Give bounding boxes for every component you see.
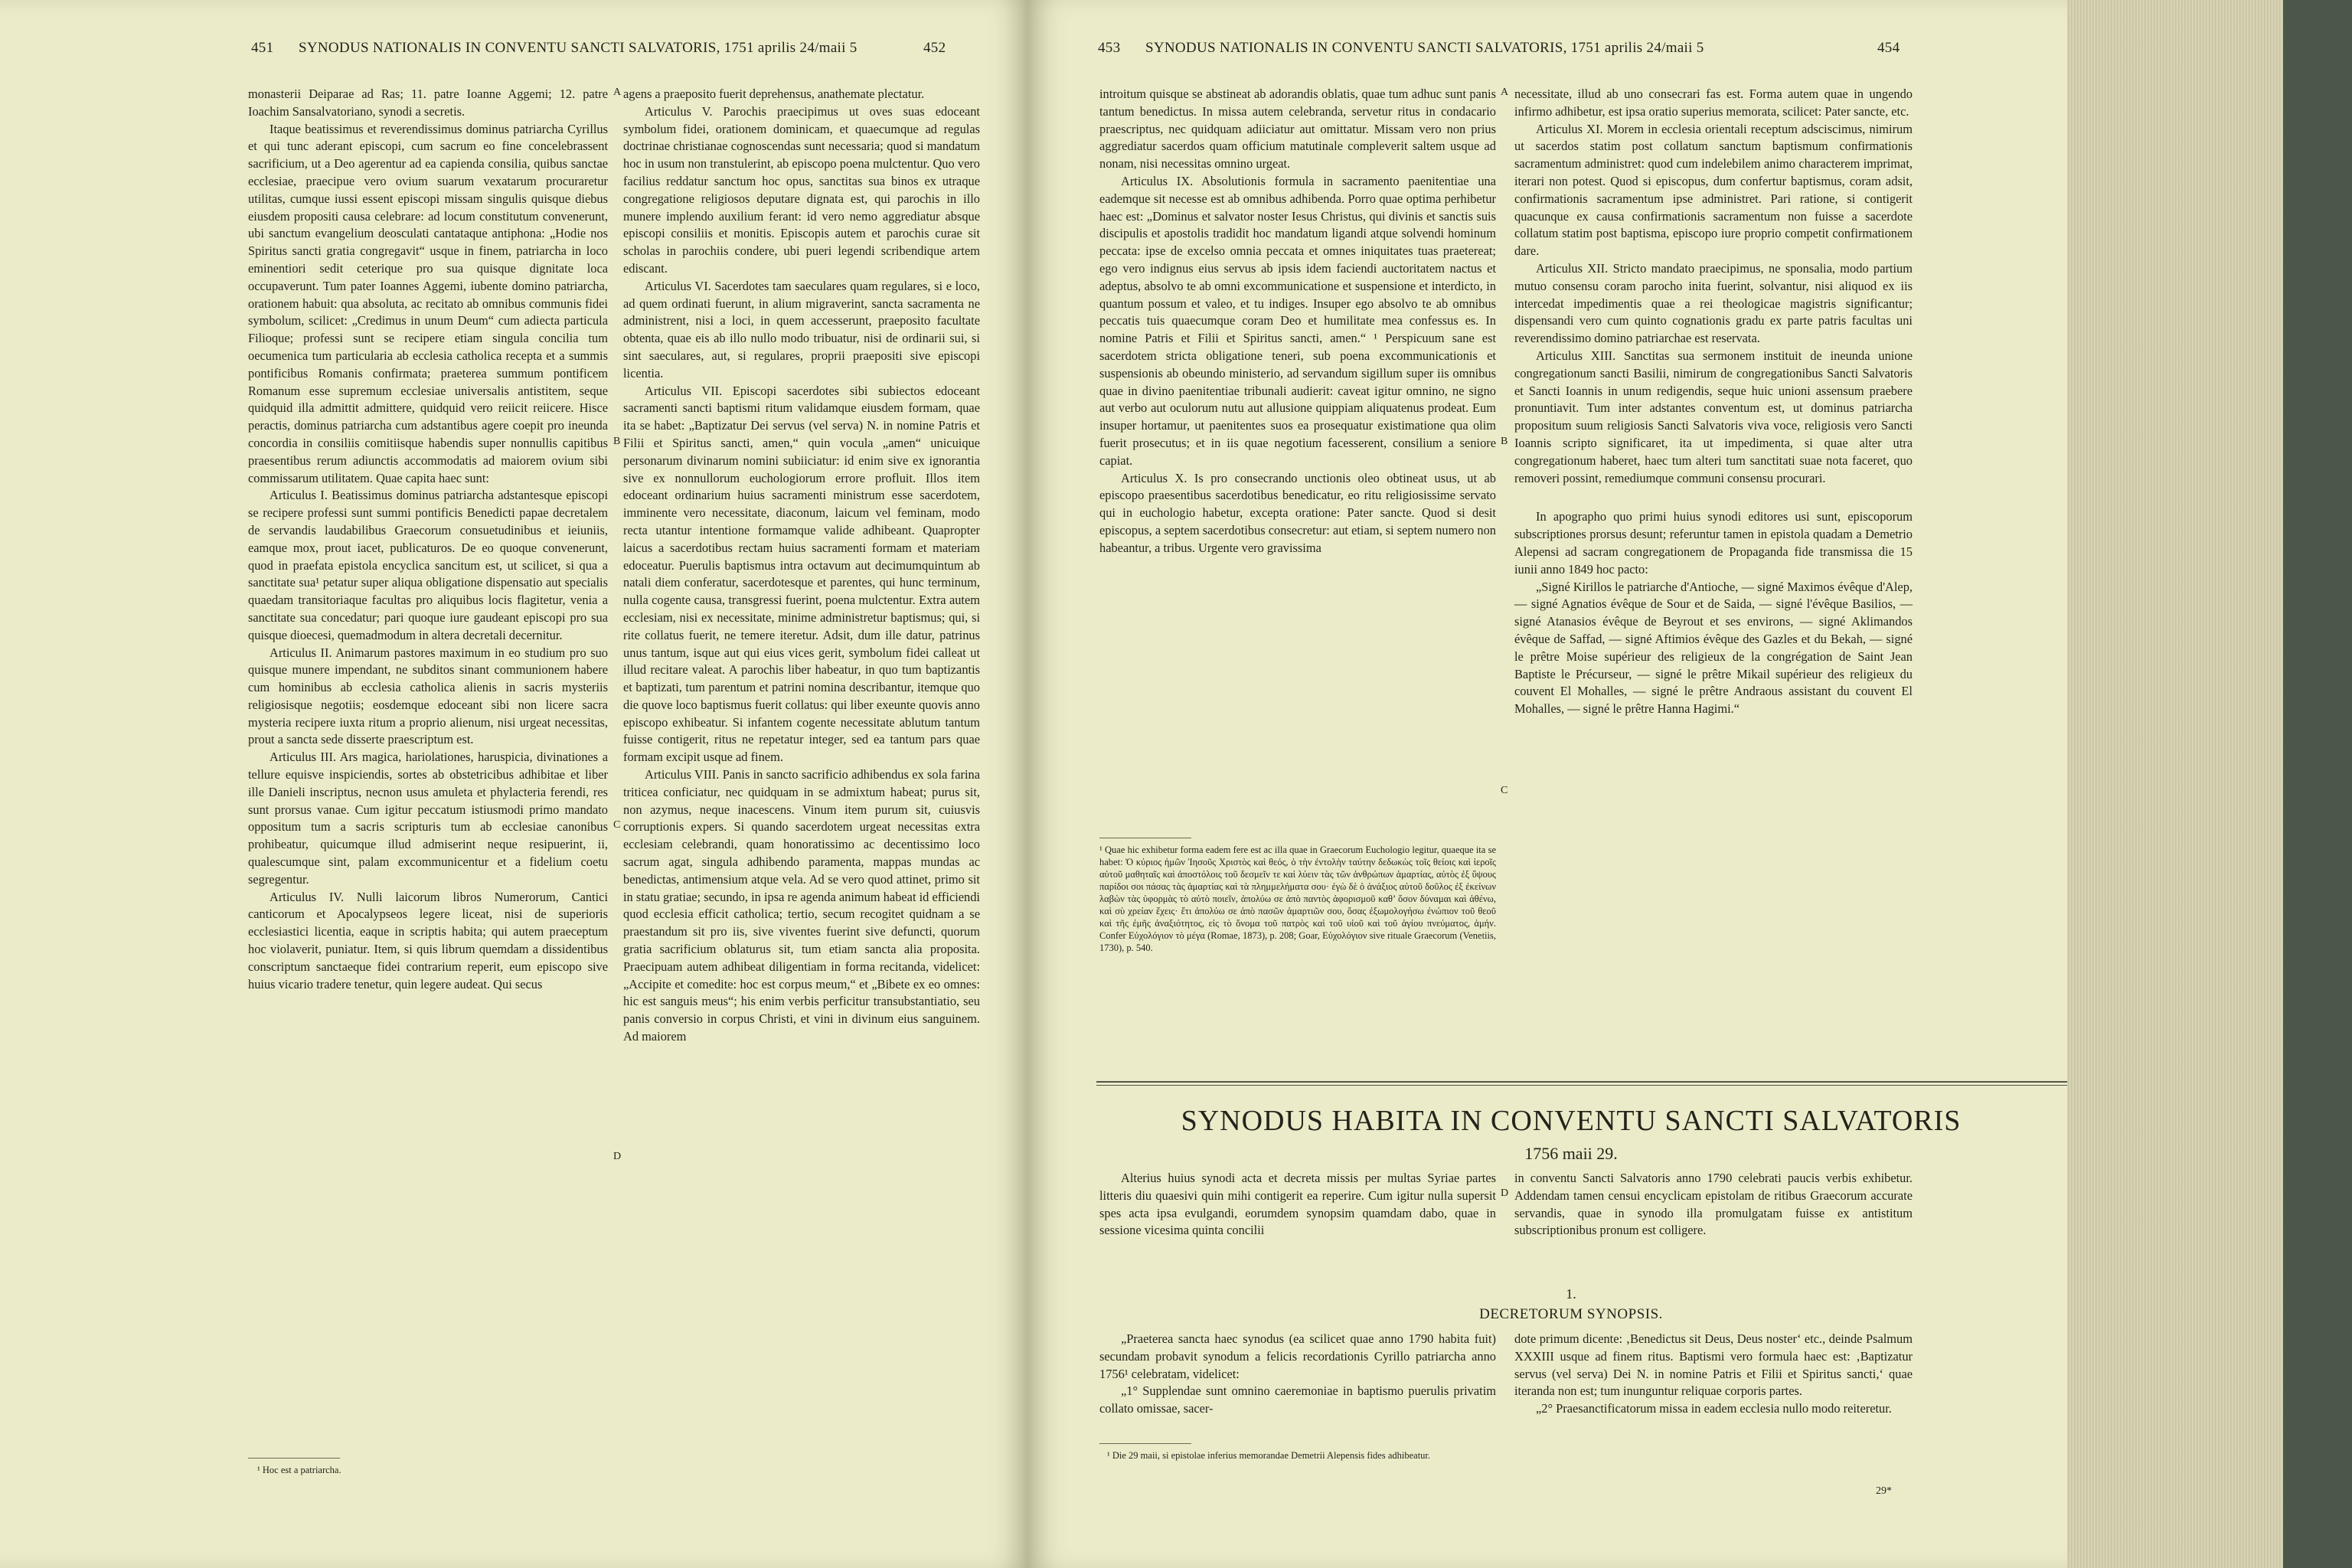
right-column-1 — [1099, 86, 1496, 557]
section-number: 1. — [1566, 1286, 1576, 1302]
paragraph: „2° Praesanctificatorum missa in eadem ecclesia nullo modo reiteretur. — [1536, 1401, 1892, 1416]
paragraph: Articulus I. Beatissimus dominus patriarcha adstantesque episcopi se recipere professi sunt summi pontificis Benedicti papae decretalem de servandis laudabilibus Graecorum consuetudinibus et ieiuniis, eamque mox, prout iacet, publicaturos. De eo quoque convenerunt, quod in praefata epistola encyclica sancitum est, ut scilicet, si qua a sanctitate sua¹ petatur super aliqua obligatione dispensatio aut specialis quaedam transitoriaque facultas pro aliquibus locis flagitetur, venia a sanctitate sua concedatur; pari quoque iure gaudeant episcopi pro sua quisque dioecesi, quemadmodum in altera decretali decernitur. — [248, 488, 608, 642]
margin-marker: B — [613, 436, 621, 447]
margin-marker: A — [1501, 87, 1509, 98]
page-number: 452 — [923, 40, 946, 56]
paragraph: Articulus III. Ars magica, hariolationes, haruspicia, divinationes a tellure equisve inspiciendis, sortes ab obstetricibus adhibitae et liber ille Danieli inscriptus, necnon usus amuleta et phylacteria ferendi, res sunt prorsus vanae. Cum igitur peccatum istiusmodi primo mandato oppositum tum a sacris scripturis tum ab ecclesiae canonibus prohibeatur, quicumque illud admiserint neque resipuerint, ii, qualescumque sint, palam excommunicentur et a fidelium coetu segregentur. — [248, 750, 608, 887]
background-band — [2283, 0, 2352, 1568]
left-page — [0, 0, 1027, 1568]
section-rule — [1096, 1081, 2067, 1083]
section-title: DECRETORUM SYNOPSIS. — [1479, 1306, 1663, 1322]
paragraph: Articulus X. Is pro consecrando unctionis oleo obtineat usus, ut ab episcopo praesentibus sacerdotibus benedicatur, eo ritu religiosissime servato qui in euchologio habetur, excepta oratione: Pater sancte. Quod si desit episcopus, a septem sacerdotibus consecretur: aut etiam, si septem numero non habeantur, a tribus. Urgente vero gravissima — [1099, 470, 1496, 555]
synopsis-left — [1099, 1331, 1496, 1418]
paragraph: Articulus XII. Stricto mandato praecipimus, ne sponsalia, modo partium mutuo consensu coram parocho inita fuerint, solvantur, nisi aliquod ex iis intercedat impedimentis quae a rei theologicae magistris significantur; dispensandi vero cum quinto cognationis gradu ex parte patris facultas uni reverendissimo domino patriarchae est reservata. — [1514, 260, 1913, 346]
right-page — [1027, 0, 2067, 1568]
section-rule — [1096, 1085, 2067, 1086]
paragraph: introitum quisque se abstineat ab adorandis oblatis, quae tum adhuc sunt panis tantum benedictus. In missa autem celebranda, servetur ritus in condacario praescriptus, nec quidquam adiiciatur aut omittatur. Missam vero non prius aggrediatur sacerdos quam officium matutinale compleverit saltem usque ad nonam, nisi necessitas omnino urgeat. — [1099, 87, 1496, 172]
paragraph: Articulus VII. Episcopi sacerdotes sibi subiectos edoceant sacramenti sancti baptismi ritum validamque eiusdem formam, quae ita se habet: „Baptizatur Dei servus (vel serva) N. in nomine Patris et Filii et Spiritus sancti, amen,“ quin vocula „amen“ unicuique personarum divinarum nomini subiiciatur: id enim sive ex ignorantia sive ex nonnullorum euchologiorum errore profluit. Illos item edoceant ordinarium huius sacramenti ministrum esse sacerdotem, imminente vero necessitate, diaconum, laicum vel feminam, modo recta utantur intentione formamque valide adhibeant. Quapropter laicus a sacerdotibus rectam huius sacramenti formam et materiam edoceatur. Puerulis baptismus intra octavum aut decimumquintum ab natali diem conferatur, sacerdotesque et parentes, qui hunc terminum, nulla cogente causa, transgressi fuerint, poena mulctentur. Extra autem ecclesiam, nisi ex necessitate, minime administretur baptismus; qui, si rite collatus fuerit, ne temere iteretur. Adsit, dum ille datur, patrinus unus tantum, isque aut qui eius vices gerit, symbolum fidei calleat ut illud recitare valeat. A parochis liber habeatur, in quo tum baptizantis et baptizati, tum parentum et patrini nomina describantur, itemque quo die quove loco baptismus fuerit collatus: qui liber exeunte quovis anno episcopo exhibeatur. Si infantem cogente necessitate ablutum tantum fuisse contigerit, ritus ne repetatur integer, sed ea tantum pars quae formam excipit usque ad finem. — [623, 383, 980, 765]
paragraph: Itaque beatissimus et reverendissimus dominus patriarcha Cyrillus et qui tunc aderant episcopi, cum sacrum eo fine concelebrassent sacrificium, ut a Deo agerentur ad ea capienda consilia, quibus sanctae ecclesiae, praecipue vero ovium suarum vexatarum procuraretur utilitas, cumque iussi essent episcopi missam singulis quisque diebus eiusdem propositi causa celebrare: ad locum constitutum convenerunt, ubi sanctum evangelium deosculati cantataque antiphona: „Hodie nos Spiritus sancti gratia congregavit“ usque in finem, patriarcha in loco eminentiori sedit ceterique pro sua quisque dignitate loca occupaverunt. Tum pater Ioannes Aggemi, iubente domino patriarcha, orationem habuit: qua absoluta, ac recitato ab omnibus communis fidei symbolum, scilicet: „Credimus in unum Deum“ cum adiecta particula Filioque; professi sunt se recipere etiam singula concilia tum oecumenica tum particularia ab ecclesia catholica recepta et a summis pontificibus Romanis confirmata; praeterea summum pontificem Romanum esse supremum ecclesiae universalis antistitem, seque quidquid illa admittit admittere, quidquid vero reiicit reiicere. Hisce peractis, dominus patriarcha cum adstantibus agere coepit pro ineunda concordia in consiliis comitiisque habendis super nonnullis capitibus praesentibus rerum adiunctis accommodatis ad maiorem ovium sibi commissarum utilitatem. Quae capita haec sunt: — [248, 121, 608, 485]
synod-title: SYNODUS HABITA IN CONVENTU SANCTI SALVATORIS — [1181, 1105, 1962, 1137]
margin-marker: A — [613, 87, 622, 98]
page-number: 453 — [1098, 40, 1121, 56]
paragraph: necessitate, illud ab uno consecrari fas est. Forma autem quae in ungendo infirmo adhibetur, est ipsa oratio superius memorata, scilicet: Pater sancte, etc. — [1514, 87, 1913, 119]
margin-marker: C — [613, 819, 621, 831]
margin-marker: D — [613, 1151, 622, 1162]
margin-marker: B — [1501, 436, 1508, 447]
paragraph: Articulus VI. Sacerdotes tam saeculares quam regulares, si e loco, ad quem ordinati fuerunt, in alium migraverint, sancta sacramenta ne administrent, nisi a loci, in quem accesserunt, praeposito facultate obtenta, quae eis ab illo nullo modo tribuatur, nisi de ordinarii sui, si sint saeculares, aut, si regulares, proprii praepositi sive episcopi licentia. — [623, 278, 980, 381]
paragraph: Articulus II. Animarum pastores maximum in eo studium pro suo quisque munere impendant, ne subditos sinant communionem habere cum hominibus ab ecclesia catholica alienis in sacris mysteriis religiosisque negotiis; eosdemque edoceant sibi non licere sacra mysteria recipere iuxta ritum a proprio alienum, nisi urgeat necessitas, prout a sancta sede disserte praescriptum est. — [248, 645, 608, 747]
paragraph: „1° Supplendae sunt omnino caeremoniae in baptismo puerulis privatim collato omissae, sacer- — [1099, 1383, 1496, 1416]
paragraph: agens a praeposito fuerit deprehensus, anathemate plectatur. — [623, 87, 925, 101]
paragraph: monasterii Deiparae ad Ras; 11. patre Ioanne Aggemi; 12. patre Ioachim Sansalvatoriano, synodi a secretis. — [248, 87, 608, 119]
paragraph: Articulus XIII. Sanctitas sua sermonem instituit de ineunda unione congregationum sancti Basilii, nimirum de congregationibus Sancti Salvatoris et Sancti Ioannis in unum redigendis, seque huic unioni assensum praebere pronuntiavit. Tum inter adstantes conventum est, ut dominus patriarcha propositum suum religiosis Sancti Salvatoris viva voce, religiosis vero Sancti Ioannis scripto significaret, ita ut impedimenta, si quae alter utra congregationum haberet, haec tum alteri tum sanctitati suae nota faceret, quo removeri possint, remediumque communi consensu procurari. — [1514, 348, 1913, 485]
synod-date: 1756 maii 29. — [1524, 1144, 1618, 1163]
footnote-rule — [248, 1458, 340, 1459]
footnote: ¹ Die 29 maii, si epistolae inferius memorandae Demetrii Alepensis fides adhibeatur. — [1107, 1450, 1431, 1461]
intro-right — [1514, 1170, 1913, 1240]
left-column-2 — [623, 86, 980, 1046]
paragraph: Articulus V. Parochis praecipimus ut oves suas edoceant symbolum fidei, orationem dominicam, et quaecumque ad regulas doctrinae christianae cognoscendas sunt necessaria; quod si mandatum hoc in usum non transtulerint, ab episcopo poena mulctentur. Quo vero facilius reddatur sanctum hoc opus, sanctitas sua binos ex utraque congregatione religiosos deputare dignata est, qui parochis in illo munere implendo auxilium ferant: id vero nemo aggrediatur absque episcopi consiliis et monitis. Episcopis autem et parochis curae sit scholas in parochiis condere, ubi pueri legendi scribendique artem ediscant. — [623, 103, 980, 276]
paragraph: In apographo quo primi huius synodi editores usi sunt, episcoporum subscriptiones prorsus desunt; referuntur tamen in epistola quadam a Demetrio Alepensi ad sacram congregationem de Propaganda fide transmissa die 15 iunii anno 1849 hoc pacto: — [1514, 509, 1913, 577]
paragraph: Alterius huius synodi acta et decreta missis per multas Syriae partes litteris diu quaesivi quin mihi contigerit ea reperire. Cum igitur nulla supersit spes acta ipsa evulgandi, eorumdem synopsim quamdam dabo, quae in sessione vicesima quinta concilii — [1099, 1171, 1496, 1238]
footnote: ¹ Hoc est a patriarcha. — [257, 1465, 341, 1475]
synopsis-right — [1514, 1331, 1913, 1418]
margin-marker: C — [1501, 785, 1508, 796]
book-fore-edge — [2067, 0, 2352, 1568]
paragraph: Articulus XI. Morem in ecclesia orientali receptum adsciscimus, nimirum ut sacerdos statim post collatum sanctum baptismum confirmationis sacramentum administret: quod cum indelebilem animo characterem imprimat, iterari non potest. Quod si episcopus, dum confertur baptismus, coram adsit, confirmationis sacramentum ipse administret. Pari ratione, si contigerit quacunque ex causa confirmationis sacramentum non fuisse a sacerdote collatum statim post baptisma, episcopo iure proprio competit confirmationem dare. — [1514, 121, 1913, 259]
paragraph: Articulus VIII. Panis in sancto sacrificio adhibendus ex sola farina triticea conficiatur, nec quidquam in se admixtum habeat; purus sit, non azymus, neque inacescens. Vinum item purum sit, cuiusvis corruptionis expers. Si quando sacerdotem urgeat necessitas extra ecclesiam celebrandi, quam honoratissimo ac decentissimo loco sacrum agat, singula adhibendo paramenta, mappas mundas ac benedictas, antimensium atque vela. Ad se vero quod attinet, primo sit in statu gratiae; secundo, in ipsa re agenda animum habeat id efficiendi quod ecclesia efficit catholica; tertio, secum recogitet quidnam a se praestandum sit pro iis, sive viventes fuerint sive defuncti, quorum gratia sacrificium oblaturus sit, tum etiam sancta alia proposita. Praecipuam autem adhibeat diligentiam in forma recitanda, videlicet: „Accipite et comedite: hoc est corpus meum,“ et „Bibete ex eo omnes: hic est sanguis meus“; his enim verbis perficitur transubstantiatio, seu panis conversio in corpus Christi, et vini in divinum eius sanguinem. Ad maiorem — [623, 767, 980, 1044]
right-column-2 — [1514, 86, 1913, 718]
paragraph: Articulus IV. Nulli laicorum libros Numerorum, Cantici canticorum et Apocalypseos legere liceat, nisi de superioris ecclesiastici licentia, eaque in scriptis habita; qui autem praeceptum hoc violaverit, puniatur. Item, si quis librum quemdam a dissidentibus conscriptum sanctaeque fidei contrarium reperit, eum episcopo sive huius vicario tradere tenetur, quin legere audeat. Qui secus — [248, 889, 608, 991]
intro-left — [1099, 1170, 1496, 1240]
page-number: 454 — [1877, 40, 1900, 56]
paragraph: in conventu Sancti Salvatoris anno 1790 celebrati paucis verbis exhibetur. Addendam tamen censui encyclicam epistolam de ritibus Graecorum accurate servandis, quae in synodo illa promulgatam fuisse ex antistitum subscriptionibus pronum est colligere. — [1514, 1171, 1913, 1238]
running-title: SYNODUS NATIONALIS IN CONVENTU SANCTI SALVATORIS, 1751 aprilis 24/maii 5 — [299, 40, 858, 56]
paragraph: „Signé Kirillos le patriarche d'Antioche, — signé Maximos évêque d'Alep, — signé Agnatios évêque de Sour et de Saida, — signé l'évêque Basilios, — signé Atanasios évêque de Beyrout et ses environs, — signé Aklimandos évêque de Saffad, — signé Aftimios évêque des Gazles et du Bekah, — signé le prêtre Moise supérieur des religieux de la congrégation de Saint Jean Baptiste le Précurseur, — signé le prêtre Mikail supérieur des religieux du couvent El Mohalles, — signé le prêtre Andraous assistant du couvent El Mohalles, — signé le prêtre Hanna Hagimi.“ — [1514, 579, 1913, 717]
signature-mark: 29* — [1876, 1485, 1892, 1497]
page-number: 451 — [251, 40, 274, 56]
paragraph: dote primum dicente: ‚Benedictus sit Deus, Deus noster‘ etc., deinde Psalmum XXXIII usque ad finem ritus. Baptismi vero formula haec est: ‚Baptizatur servus (vel serva) Dei N. in nomine Patris et Filii et Spiritus sancti,‘ quae iteranda non est; tum inunguntur reliquae corporis partes. — [1514, 1331, 1913, 1399]
footnote: ¹ Quae hic exhibetur forma eadem fere est ac illa quae in Graecorum Euchologio legitur, quaeque ita se habet: Ὁ κύριος ἡμῶν Ἰησοῦς Χριστὸς καὶ θεός, ὁ τὴν ἐντολὴν ταύτην δεδωκὼς τοῖς θείοις καὶ ἱεροῖς αὐτοῦ μαθηταῖς καὶ ἀποστόλοις τοῦ δεσμεῖν τε καὶ λύειν τὰς τῶν ἀνθρώπων ἁμαρτίας, αὐτὸς ἐξ ὕψους παρίδοι σοι πάσας τὰς ἁμαρτίας καὶ τὰ πλημμελήματα σου· ἐγὼ δὲ ὁ ἀνάξιος αὐτοῦ δοῦλος ἐξ ἐκείνων λαβὼν τὰς ὑφορμὰς τὸ αὐτὸ ποιεῖν, ἀπολύω σε ἀπὸ παντὸς ἀφορισμοῦ καθ’ ὅσον δύναμαι καὶ ἀθένω, καὶ σὺ χρείαν ἔχεις· ἔτι ἀπολύω σε ἀπὸ πασῶν ἁμαρτιῶν σου, ὅσας ἐξωμολογήσω ἐνώπιον τοῦ θεοῦ καὶ τῆς ἐμῆς ἀναξιότητος, εἰς τὸ ὄνομα τοῦ πατρὸς καὶ τοῦ υἱοῦ καὶ τοῦ ἁγίου πνεύματος, ἀμήν. Confer Εὐχολόγιον τὸ μέγα (Romae, 1873), p. 208; Goar, Εὐχολόγιον sive rituale Graecorum (Venetiis, 1730), p. 540. — [1099, 844, 1496, 953]
running-title: SYNODUS NATIONALIS IN CONVENTU SANCTI SALVATORIS, 1751 aprilis 24/maii 5 — [1145, 40, 1704, 56]
margin-marker: D — [1501, 1187, 1509, 1199]
left-column-1 — [248, 86, 608, 993]
paragraph: Articulus IX. Absolutionis formula in sacramento paenitentiae una eademque sit necesse est ab omnibus adhibenda. Porro quae optima perhibetur haec est: „Dominus et salvator noster Iesus Christus, qui divinis et sanctis suis discipulis et apostolis tradidit hoc mandatum ligandi atque solvendi hominum peccata: ipse de excelso omnia peccata et omnes iniquitates tuas praetereat; ego vero indignus eius servus ab ipsis idem faciendi auctoritatem nactus et adeptus, absolvo te ab omni excommunicatione et suspensione et interdicto, in quantum possum et valeo, et tu indiges. Insuper ego absolvo te ab omnibus peccatis tuis quaecumque coram Deo et humilitate mea confessus es. In nomine Patris et Filii et Spiritus sancti, amen.“ ¹ Perspicuum sane est sacerdotem stricta obligatione teneri, sub poena excommunicationis et suspensionis ab obeundo ministerio, ad servandum sigillum super iis omnibus quae in divino paenitentiae tribunali audierit: caveat igitur omnino, ne signo aut verbo aut oculorum nutu aut allusione quippiam aliquatenus prodeat. Eum insuper hortamur, ut paenitentes suos ea prosequatur existimatione qua olim fuerit prosecutus; et in iis quae negotium facesserent, consilium a seniore capiat. — [1099, 173, 1496, 468]
footnote-rule — [1099, 1443, 1191, 1444]
paragraph: „Praeterea sancta haec synodus (ea scilicet quae anno 1790 habita fuit) secundam probavit synodum a felicis recordationis Cyrillo patriarcha anno 1756¹ celebratam, videlicet: — [1099, 1331, 1496, 1381]
